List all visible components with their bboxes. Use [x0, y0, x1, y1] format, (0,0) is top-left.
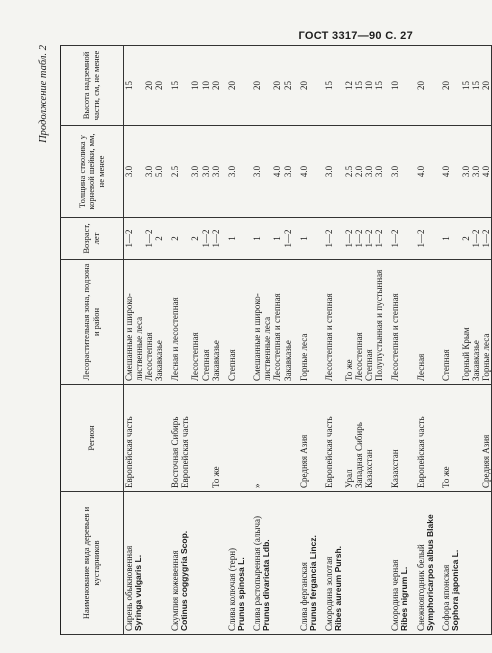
cell-region [201, 385, 211, 492]
col-header-height: Высота надземной части, см, не менее [61, 46, 124, 126]
cell-zone: Степная [221, 260, 247, 385]
species-latin-name: Prunus fergancia Lincz. [307, 535, 318, 631]
cell-thickness: 4.0 [481, 125, 492, 217]
cell-zone: Закавказье [154, 260, 164, 385]
cell-age: 2 [190, 218, 200, 260]
cell-thickness: 3.0 [246, 125, 272, 217]
species-russian-name: Смородина черная [390, 559, 401, 631]
cell-age: 1—2 [144, 218, 154, 260]
cell-thickness: 3.0 [471, 125, 481, 217]
cell-height: 20 [272, 46, 282, 126]
cell-age: 2 [461, 218, 471, 260]
col-header-region: Регион [61, 385, 124, 492]
cell-region [272, 385, 282, 492]
table-row [154, 46, 164, 635]
table-row [344, 46, 354, 635]
cell-zone: Степная [201, 260, 211, 385]
cell-thickness: 4.0 [293, 125, 319, 217]
cell-age: 1 [246, 218, 272, 260]
cell-species-name [190, 492, 200, 635]
cell-height: 20 [211, 46, 221, 126]
continuation-label: Продолжение табл. 2 [38, 45, 49, 143]
cell-height: 15 [471, 46, 481, 126]
cell-height: 20 [410, 46, 436, 126]
cell-species-name [211, 492, 221, 635]
table-row [461, 46, 471, 635]
cell-species-name [461, 492, 471, 635]
cell-height: 15 [374, 46, 384, 126]
cell-thickness: 2.5 [164, 125, 190, 217]
cell-age: 1—2 [124, 218, 145, 260]
species-latin-name: Symphoricarpos albus Blake [424, 514, 435, 631]
table-row [410, 46, 436, 635]
cell-age: 1—2 [283, 218, 293, 260]
cell-zone: Лесостепная и степная [384, 260, 410, 385]
rotated-table-area [38, 45, 492, 635]
table-row [124, 46, 145, 635]
cell-region: Средняя Азия [481, 385, 492, 492]
cell-age: 1—2 [384, 218, 410, 260]
cell-region [374, 385, 384, 492]
cell-region: Западная Сибирь [354, 385, 364, 492]
cell-species-name [164, 492, 190, 635]
table-row [481, 46, 492, 635]
cell-zone: Лесостепная [144, 260, 154, 385]
cell-age: 1 [435, 218, 461, 260]
table-row [221, 46, 247, 635]
cell-height: 15 [164, 46, 190, 126]
cell-region: Европейская часть [410, 385, 436, 492]
cell-height: 15 [354, 46, 364, 126]
cell-age: 1—2 [201, 218, 211, 260]
cell-thickness: 5.0 [154, 125, 164, 217]
cell-region: Казахстан [384, 385, 410, 492]
cell-height: 20 [293, 46, 319, 126]
cell-age: 2 [154, 218, 164, 260]
cell-zone: Лесная [410, 260, 436, 385]
cell-age: 1—2 [481, 218, 492, 260]
cell-region: То же [435, 385, 461, 492]
cell-age: 1—2 [318, 218, 344, 260]
cell-zone: То же [344, 260, 354, 385]
species-russian-name: Сирень обыкновенная [124, 545, 134, 631]
cell-zone: Лесная и лесостепная [164, 260, 190, 385]
cell-age: 2 [164, 218, 190, 260]
cell-region [154, 385, 164, 492]
cell-thickness: 3.0 [364, 125, 374, 217]
cell-age: 1—2 [211, 218, 221, 260]
table-row [201, 46, 211, 635]
species-russian-name: Софора японская [441, 564, 452, 631]
cell-zone: Лесостепная [354, 260, 364, 385]
cell-height: 25 [283, 46, 293, 126]
cell-thickness: 3.0 [211, 125, 221, 217]
species-russian-name: Смородина золотая [324, 556, 335, 631]
col-header-thickness: Толщина стволика у корневой шейки, мм, не менее [61, 125, 124, 217]
cell-age: 1 [293, 218, 319, 260]
cell-age: 1 [272, 218, 282, 260]
cell-region [144, 385, 154, 492]
cell-zone: Лесостепная и степная [272, 260, 282, 385]
table-row [293, 46, 319, 635]
cell-species-name [471, 492, 481, 635]
cell-age: 1—2 [364, 218, 374, 260]
cell-height: 10 [201, 46, 211, 126]
cell-region: Урал [344, 385, 354, 492]
cell-height: 20 [144, 46, 154, 126]
cell-species-name [354, 492, 364, 635]
cell-region: Казахстан [364, 385, 374, 492]
cell-species-name [318, 492, 344, 635]
cell-region: Европейская часть [124, 385, 145, 492]
species-latin-name: Sophora japonica L. [450, 549, 461, 631]
cell-species-name [481, 492, 492, 635]
table-row [144, 46, 154, 635]
cell-region: Средняя Азия [293, 385, 319, 492]
col-header-age: Возраст, лет [61, 218, 124, 260]
cell-species-name [124, 492, 145, 635]
cell-thickness: 3.0 [374, 125, 384, 217]
cell-species-name [221, 492, 247, 635]
table-header-row [61, 46, 124, 635]
cell-zone: Смешанные и широко-лиственные леса [246, 260, 272, 385]
cell-zone: Полупустынная и пустынная [374, 260, 384, 385]
cell-species-name [154, 492, 164, 635]
page-header: ГОСТ 3317—90 С. 27 [298, 30, 413, 42]
species-russian-name: Слива растопыренная (алыча) [252, 516, 263, 631]
cell-thickness: 4.0 [272, 125, 282, 217]
cell-thickness: 4.0 [435, 125, 461, 217]
cell-species-name [344, 492, 354, 635]
table-body [124, 46, 492, 635]
cell-height: 20 [246, 46, 272, 126]
cell-region: Восточная Сибирь Европейская часть [164, 385, 190, 492]
table-row [384, 46, 410, 635]
cell-zone: Смешанные и широко-лиственные леса [124, 260, 145, 385]
cell-species-name [410, 492, 436, 635]
cell-zone: Закавказье [211, 260, 221, 385]
species-latin-name: Prunus divaricata Ldb. [261, 539, 272, 631]
species-russian-name: Слива ферганская [298, 562, 309, 631]
cell-thickness: 3.0 [221, 125, 247, 217]
table-row [471, 46, 481, 635]
table-row [374, 46, 384, 635]
cell-age: 1—2 [471, 218, 481, 260]
table-row [211, 46, 221, 635]
cell-thickness: 4.0 [410, 125, 436, 217]
species-table [60, 45, 492, 635]
cell-thickness: 3.0 [124, 125, 145, 217]
col-header-name: Наименование вида деревьев и кустарников [61, 492, 124, 635]
table-row [283, 46, 293, 635]
table-row [190, 46, 200, 635]
table-row [364, 46, 374, 635]
species-latin-name: Cotinus coggygria Scop. [179, 530, 190, 631]
cell-zone: Степная [364, 260, 374, 385]
table-row [246, 46, 272, 635]
cell-species-name [435, 492, 461, 635]
species-russian-name: Снежноягодник белый [415, 544, 426, 631]
cell-age: 1—2 [410, 218, 436, 260]
cell-thickness: 2.0 [354, 125, 364, 217]
cell-age: 1—2 [374, 218, 384, 260]
col-header-zone: Лесорастительная зона, подзона и район [61, 260, 124, 385]
species-latin-name: Ribes nigrum L. [399, 566, 410, 631]
cell-species-name [144, 492, 154, 635]
cell-species-name [364, 492, 374, 635]
cell-region [461, 385, 471, 492]
cell-zone: Лесостепная [190, 260, 200, 385]
species-latin-name: Syringa vulgaris L. [133, 554, 144, 631]
cell-zone: Горный Крым [461, 260, 471, 385]
cell-height: 12 [344, 46, 354, 126]
cell-species-name [272, 492, 282, 635]
species-russian-name: Слива колючая (терн) [226, 547, 237, 631]
cell-height: 20 [221, 46, 247, 126]
cell-height: 20 [481, 46, 492, 126]
cell-height: 20 [435, 46, 461, 126]
table-row [272, 46, 282, 635]
cell-zone: Закавказье [283, 260, 293, 385]
cell-species-name [201, 492, 211, 635]
cell-zone: Закавказье [471, 260, 481, 385]
cell-height: 20 [154, 46, 164, 126]
cell-height: 15 [318, 46, 344, 126]
cell-thickness: 3.0 [384, 125, 410, 217]
cell-thickness: 3.0 [283, 125, 293, 217]
cell-region [471, 385, 481, 492]
cell-region [190, 385, 200, 492]
species-latin-name: Prunus spinosa L. [235, 557, 246, 631]
cell-thickness: 3.0 [190, 125, 200, 217]
species-latin-name: Ribes aureum Pursh. [333, 545, 344, 631]
cell-height: 15 [461, 46, 471, 126]
cell-thickness: 2.5 [344, 125, 354, 217]
cell-thickness: 3.0 [201, 125, 211, 217]
table-row [318, 46, 344, 635]
cell-region: То же [211, 385, 221, 492]
cell-zone: Степная [435, 260, 461, 385]
cell-zone: Горные леса [481, 260, 492, 385]
cell-age: 1—2 [354, 218, 364, 260]
cell-species-name [246, 492, 272, 635]
cell-age: 1 [221, 218, 247, 260]
cell-region [283, 385, 293, 492]
table-row [354, 46, 364, 635]
cell-height: 10 [190, 46, 200, 126]
cell-zone: Горные леса [293, 260, 319, 385]
cell-age: 1—2 [344, 218, 354, 260]
cell-species-name [384, 492, 410, 635]
cell-thickness: 3.0 [461, 125, 471, 217]
cell-zone: Лесостепная и степная [318, 260, 344, 385]
species-russian-name: Скумпия кожевенная [170, 550, 181, 631]
cell-species-name [374, 492, 384, 635]
cell-region: » [246, 385, 272, 492]
table-row [435, 46, 461, 635]
cell-height: 15 [124, 46, 145, 126]
cell-thickness: 3.0 [144, 125, 154, 217]
cell-region [221, 385, 247, 492]
cell-height: 10 [364, 46, 374, 126]
cell-height: 10 [384, 46, 410, 126]
cell-region: Европейская часть [318, 385, 344, 492]
table-row [164, 46, 190, 635]
cell-species-name [293, 492, 319, 635]
cell-thickness: 3.0 [318, 125, 344, 217]
cell-species-name [283, 492, 293, 635]
